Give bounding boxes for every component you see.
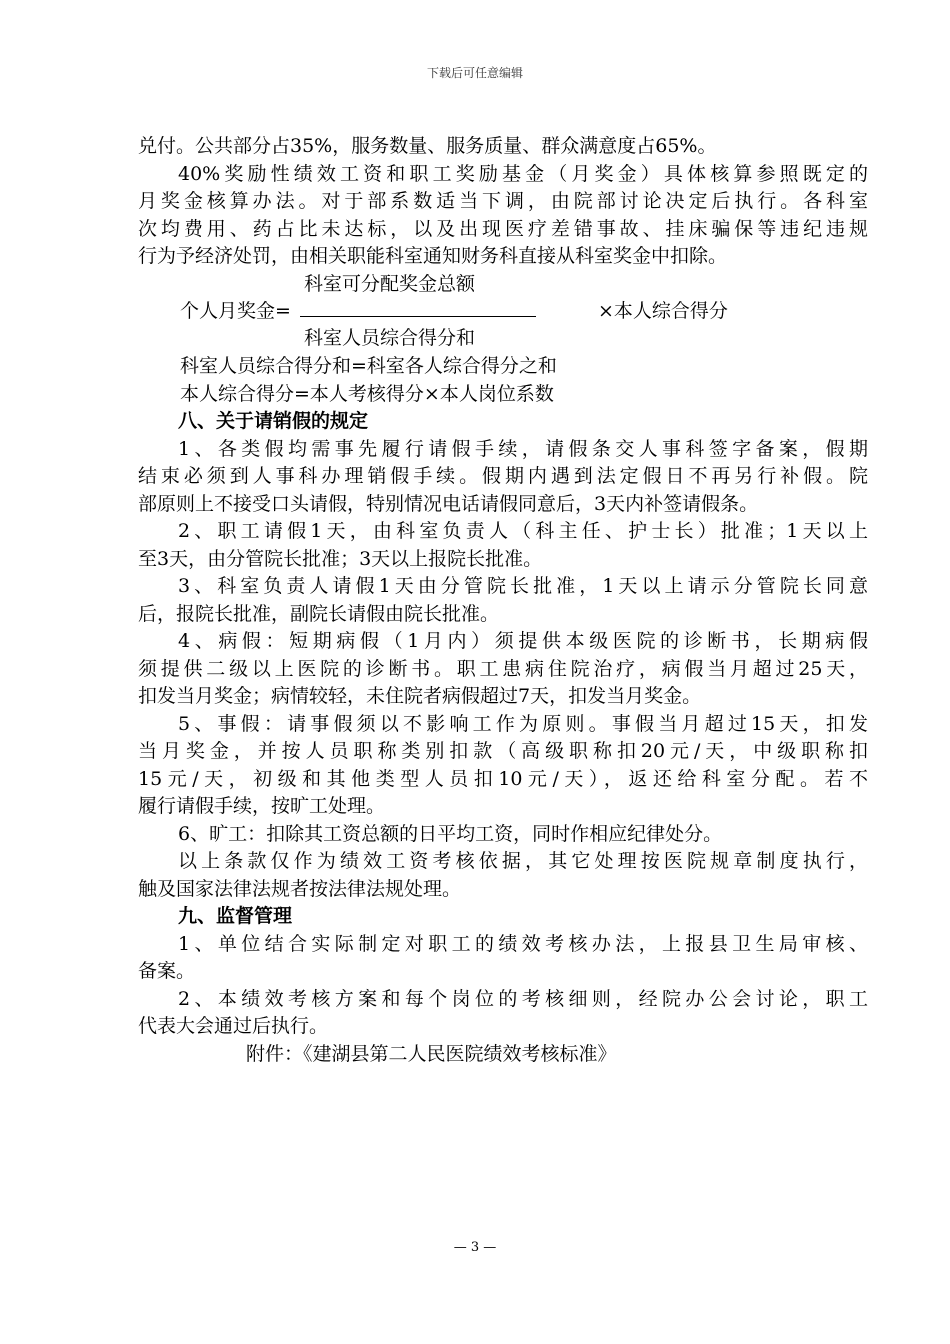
text-line: 须提供二级以上医院的诊断书。职工患病住院治疗，病假当月超过25天，	[138, 657, 868, 680]
text-line: 4、病假：短期病假（1月内）须提供本级医院的诊断书，长期病假	[178, 630, 868, 652]
page-number: — 3 —	[453, 1240, 497, 1255]
document-body	[138, 133, 868, 1068]
section-heading: 八、关于请销假的规定	[178, 410, 369, 432]
text-line: 代表大会通过后执行。	[138, 1015, 329, 1037]
text-line: 至3天，由分管院长批准；3天以上报院长批准。	[138, 547, 543, 570]
text-line: 3、科室负责人请假1天由分管院长批准，1天以上请示分管院长同意	[178, 575, 868, 597]
text-line: 后，报院长批准，副院长请假由院长批准。	[138, 602, 500, 625]
text-line: 当月奖金，并按人员职称类别扣款（高级职称扣20元/天，中级职称扣	[138, 740, 868, 762]
text-line: 月奖金核算办法。对于部系数适当下调，由院部讨论决定后执行。各科室	[138, 190, 868, 212]
text-line: 触及国家法律法规者按法律法规处理。	[138, 877, 462, 900]
text-line: 兑付。公共部分占35%，服务数量、服务质量、群众满意度占65%。	[138, 135, 717, 157]
fraction-bar	[300, 316, 536, 317]
text-line: 15元/天，初级和其他类型人员扣10元/天），返还给科室分配。若不	[138, 767, 868, 790]
page-header: 下载后可任意编辑	[426, 66, 523, 80]
text-line: 本人综合得分=本人考核得分×本人岗位系数	[180, 382, 554, 405]
text-line: 6、旷工：扣除其工资总额的日平均工资，同时作相应纪律处分。	[178, 822, 723, 845]
text-line: 行为予经济处罚，由相关职能科室通知财务科直接从科室奖金中扣除。	[138, 245, 728, 267]
text-line: 1、各类假均需事先履行请假手续，请假条交人事科签字备案，假期	[178, 437, 868, 460]
formula-label: 个人月奖金=	[180, 300, 291, 322]
text-line: 扣发当月奖金；病情较轻，未住院者病假超过7天，扣发当月奖金。	[138, 685, 702, 707]
bonus-formula	[138, 273, 868, 353]
section-heading: 九、监督管理	[178, 905, 293, 927]
attachment-note: 附件：《建湖县第二人民医院绩效考核标准》	[246, 1042, 617, 1065]
formula-denominator: 科室人员综合得分和	[304, 327, 476, 349]
text-line: 履行请假手续，按旷工处理。	[138, 795, 386, 817]
formula-multiplier: ×本人综合得分	[598, 300, 728, 322]
text-line: 备案。	[138, 960, 196, 982]
text-line: 次均费用、药占比未达标，以及出现医疗差错事故、挂床骗保等违纪违规	[138, 217, 868, 240]
text-line: 2、职工请假1天，由科室负责人（科主任、护士长）批准；1天以上	[178, 520, 868, 542]
formula-numerator: 科室可分配奖金总额	[304, 273, 476, 295]
text-line: 5、事假：请事假须以不影响工作为原则。事假当月超过15天，扣发	[178, 712, 868, 735]
text-line: 以上条款仅作为绩效工资考核依据，其它处理按医院规章制度执行，	[178, 850, 868, 872]
text-line: 结束必须到人事科办理销假手续。假期内遇到法定假日不再另行补假。院	[138, 465, 868, 487]
text-line: 科室人员综合得分和=科室各人综合得分之和	[180, 355, 557, 377]
text-line: 1、单位结合实际制定对职工的绩效考核办法，上报县卫生局审核、	[178, 932, 868, 955]
text-line: 部原则上不接受口头请假，特别情况电话请假同意后，3天内补签请假条。	[138, 492, 759, 515]
text-line: 40%奖励性绩效工资和职工奖励基金（月奖金）具体核算参照既定的	[178, 162, 868, 185]
text-line: 2、本绩效考核方案和每个岗位的考核细则，经院办公会讨论，职工	[178, 987, 868, 1010]
